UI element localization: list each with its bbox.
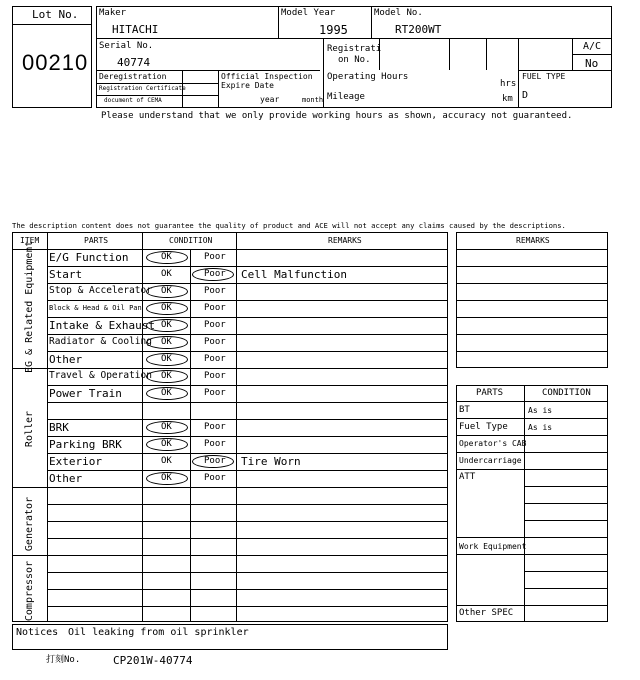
poor-option: Poor [204, 337, 226, 347]
ac-label: A/C [583, 41, 602, 52]
part-label: Intake & Exhaust [49, 319, 155, 332]
stamp-value: CP201W-40774 [113, 654, 193, 667]
ok-option: OK [161, 354, 172, 364]
equipment-condition-header: CONDITION [542, 388, 591, 398]
fuel-type-label: FUEL TYPE [522, 72, 566, 81]
km-unit: km [502, 94, 513, 104]
ok-selected-circle [146, 353, 188, 366]
model-year-value: 1995 [319, 23, 348, 37]
poor-selected-circle [192, 455, 234, 468]
part-label: Radiator & Cooling [49, 336, 152, 347]
equipment-condition-fuel-type: As is [528, 423, 553, 432]
part-label: Other [49, 472, 83, 485]
poor-option: Poor [204, 388, 226, 398]
ok-option: OK [161, 337, 172, 347]
ok-selected-circle [146, 387, 188, 400]
official-inspection-label: Official Inspection [221, 72, 313, 81]
poor-option: Poor [204, 269, 226, 279]
ac-value: No [585, 57, 599, 70]
right-remarks-header: REMARKS [516, 236, 550, 245]
document-of-cema-label: document of CEMA [104, 97, 162, 104]
poor-option: Poor [204, 456, 226, 466]
disclaimer: The description content does not guarantee the quality of product and ACE will not accept any claims caused by the descriptions. [12, 221, 566, 230]
part-label: BRK [49, 421, 69, 434]
maker-value: HITACHI [112, 23, 159, 36]
hours-accuracy-notice: Please understand that we only provide working hours as shown, accuracy not guaranteed. [101, 111, 573, 121]
ok-selected-circle [146, 370, 188, 383]
lot-number: 00210 [22, 50, 89, 75]
ok-option: OK [161, 269, 172, 279]
poor-option: Poor [204, 320, 226, 330]
section-roller: Roller [24, 410, 35, 448]
equipment-part-undercarriage: Undercarriage [459, 456, 522, 465]
serial-value: 40774 [117, 56, 151, 69]
poor-option: Poor [204, 439, 226, 449]
part-label: Travel & Operation [49, 370, 152, 381]
deregistration-label: Deregistration [99, 72, 167, 81]
ok-option: OK [161, 439, 172, 449]
poor-selected-circle [192, 268, 234, 281]
registration-certificate-label: Registration Certificate [99, 85, 186, 92]
poor-option: Poor [204, 371, 226, 381]
fuel-type-value: D [522, 90, 529, 101]
registration-label: Registrati [327, 44, 382, 54]
part-label: Parking BRK [49, 438, 122, 451]
part-label: E/G Function [49, 251, 129, 264]
ok-option: OK [161, 371, 172, 381]
section-compressor: Compressor [24, 560, 35, 622]
lot-label: Lot No. [32, 8, 79, 21]
poor-option: Poor [204, 303, 226, 313]
poor-option: Poor [204, 286, 226, 296]
ok-selected-circle [146, 319, 188, 332]
ok-selected-circle [146, 302, 188, 315]
part-label: Start [49, 268, 83, 281]
poor-option: Poor [204, 252, 226, 262]
equipment-parts-header: PARTS [476, 388, 504, 398]
remark-text: Cell Malfunction [241, 268, 347, 281]
part-label: Other [49, 353, 83, 366]
registration-label-2: on No. [338, 55, 371, 65]
ok-option: OK [161, 422, 172, 432]
ok-option: OK [161, 456, 172, 466]
ok-selected-circle [146, 472, 188, 485]
equipment-part-operator-cab: Operator's CAB [459, 439, 527, 448]
equipment-part-bt: BT [459, 405, 470, 415]
equipment-condition-bt: As is [528, 406, 553, 415]
model-no-label: Model No. [374, 8, 423, 18]
section-eg: EG & Related Equipment [24, 240, 35, 373]
poor-option: Poor [204, 422, 226, 432]
ok-option: OK [161, 388, 172, 398]
maker-label: Maker [99, 8, 127, 18]
month-label: month [302, 96, 324, 104]
remarks-header: REMARKS [328, 236, 362, 245]
ok-selected-circle [146, 438, 188, 451]
stamp-label: 打刻No. [46, 655, 81, 665]
mileage-label: Mileage [327, 92, 365, 102]
ok-option: OK [161, 473, 172, 483]
poor-option: Poor [204, 354, 226, 364]
hrs-unit: hrs [500, 79, 517, 89]
equipment-part-att: ATT [459, 472, 476, 482]
item-header: ITEM [20, 236, 40, 245]
notices-value: Oil leaking from oil sprinkler [68, 627, 249, 638]
model-year-label: Model Year [281, 8, 336, 18]
expire-date-label: Expire Date [221, 81, 274, 90]
poor-option: Poor [204, 473, 226, 483]
ok-selected-circle [146, 285, 188, 298]
condition-header: CONDITION [169, 236, 213, 245]
ok-option: OK [161, 286, 172, 296]
operating-hours-label: Operating Hours [327, 72, 409, 82]
notices-label: Notices [16, 627, 59, 638]
equipment-part-other-spec: Other SPEC [459, 608, 514, 618]
ok-selected-circle [146, 336, 188, 349]
serial-label: Serial No. [99, 41, 154, 51]
equipment-part-fuel-type: Fuel Type [459, 422, 508, 432]
ok-option: OK [161, 320, 172, 330]
equipment-part-work-equipment: Work Equipment [459, 542, 527, 551]
year-label: year [260, 95, 280, 104]
part-label: Power Train [49, 387, 122, 400]
part-label: Stop & Accelerator [49, 285, 152, 296]
model-no-value: RT200WT [395, 23, 442, 36]
part-label: Block & Head & Oil Pan [49, 304, 142, 312]
parts-header: PARTS [84, 236, 109, 245]
section-generator: Generator [24, 496, 35, 552]
ok-option: OK [161, 252, 172, 262]
ok-selected-circle [146, 251, 188, 264]
ok-option: OK [161, 303, 172, 313]
part-label: Exterior [49, 455, 102, 468]
remark-text: Tire Worn [241, 455, 301, 468]
ok-selected-circle [146, 421, 188, 434]
